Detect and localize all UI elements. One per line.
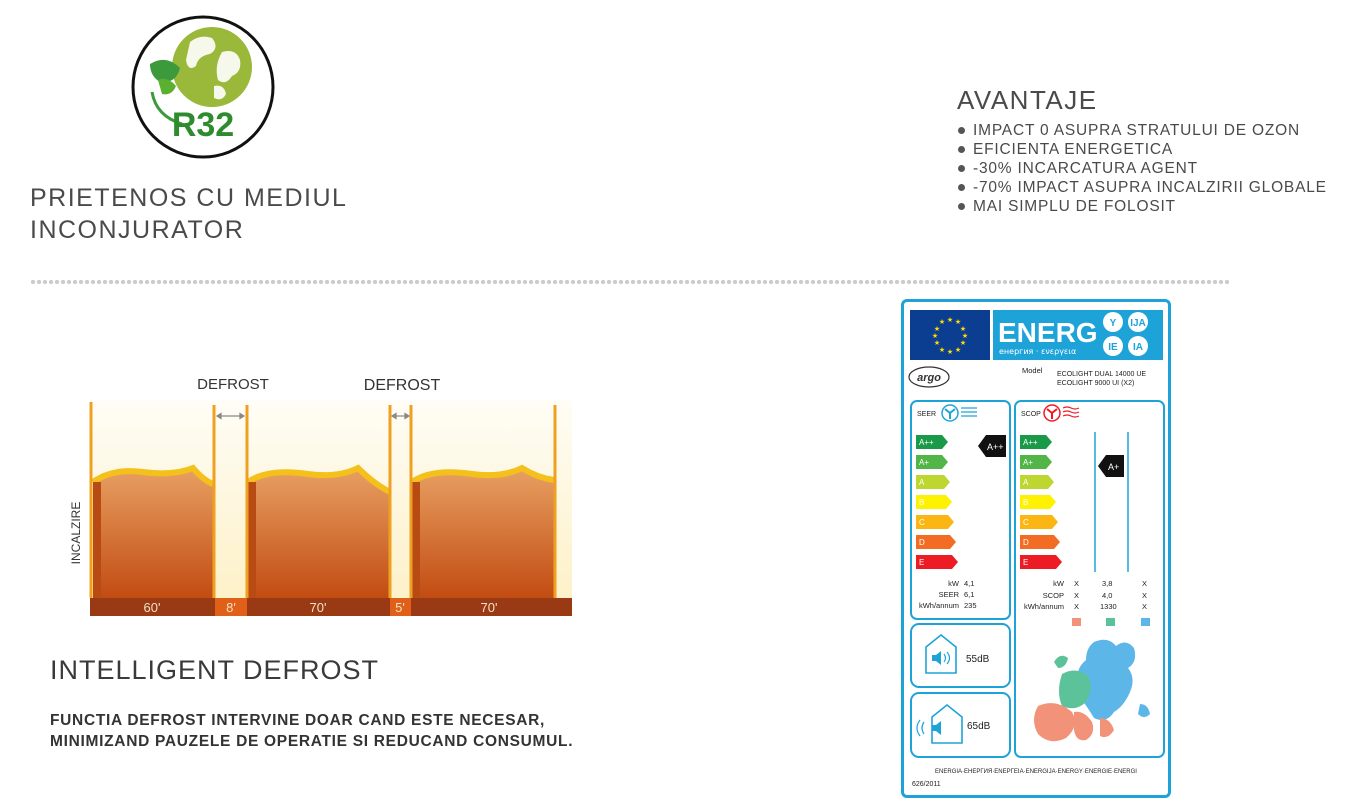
defrost-title: INTELLIGENT DEFROST — [50, 655, 380, 685]
scop-value: X — [1074, 602, 1080, 611]
seer-rating: A++ — [987, 442, 1004, 452]
energy-label — [901, 299, 1171, 798]
seer-value: 235 — [964, 601, 977, 610]
scop-value: 3,8 — [1102, 579, 1113, 588]
r32-text: R32 — [171, 106, 235, 144]
svg-text:★: ★ — [933, 339, 941, 347]
eco-line-2: INCONJURATOR — [30, 216, 245, 244]
segment-label: 5' — [395, 600, 405, 615]
seer-key: SEER — [938, 590, 959, 599]
advantage-item: MAI SIMPLU DE FOLOSIT — [957, 197, 1327, 216]
segment-label: 60' — [143, 600, 161, 615]
class-label: A — [1023, 478, 1029, 487]
y-axis-label: INCALZIRE — [69, 501, 83, 565]
class-label: C — [1023, 518, 1029, 527]
seer-title: SEER — [917, 411, 937, 418]
energy-label-graphic — [904, 302, 1168, 795]
svg-text:★: ★ — [938, 318, 946, 326]
climate-zone-swatch — [1072, 618, 1081, 626]
seer-key: kWh/annum — [918, 601, 959, 610]
seer-class-scale — [916, 435, 958, 569]
seer-panel — [911, 401, 1010, 619]
svg-text:★: ★ — [959, 339, 967, 347]
advantage-item: EFICIENTA ENERGETICA — [957, 140, 1327, 159]
outdoor-unit-noise-icon — [917, 705, 962, 743]
class-label: D — [919, 538, 925, 547]
r32-logo — [130, 12, 276, 162]
lang-badge: Y — [1109, 318, 1117, 329]
heating-block — [248, 468, 390, 598]
seer-key: kW — [948, 579, 959, 588]
scop-value: X — [1142, 579, 1148, 588]
scop-value: 4,0 — [1102, 591, 1113, 600]
scop-key: SCOP — [1042, 591, 1064, 600]
scop-key: kW — [1053, 579, 1064, 588]
class-label: A++ — [1023, 438, 1038, 447]
advantage-item: -70% IMPACT ASUPRA INCALZIRII GLOBALE — [957, 178, 1327, 197]
energy-label-footer: ENERGIA·ЕНЕРГИЯ·ΕΝΕΡΓΕΙΑ·ENERGIJA·ENERGY·ENERGIE·ENERGI — [935, 769, 1137, 775]
svg-text:★: ★ — [946, 316, 954, 324]
class-label: E — [919, 558, 925, 567]
model-name: ECOLIGHT DUAL 14000 UE — [1057, 371, 1147, 378]
segment-label: 70' — [309, 600, 327, 615]
lang-badge: IA — [1133, 342, 1143, 353]
advantages-title: AVANTAJE — [957, 85, 1098, 115]
scop-value: X — [1074, 591, 1080, 600]
defrost-label: DEFROST — [197, 376, 269, 393]
outdoor-noise-panel — [911, 693, 1010, 757]
defrost-desc-line: MINIMIZAND PAUZELE DE OPERATIE SI REDUCAND CONSUMUL. — [50, 733, 574, 750]
climate-zone-swatch — [1106, 618, 1115, 626]
svg-text:★: ★ — [946, 348, 954, 356]
class-label: D — [1023, 538, 1029, 547]
segment-label: 8' — [226, 600, 236, 615]
scop-value: 1330 — [1100, 602, 1117, 611]
advantage-item: IMPACT 0 ASUPRA STRATULUI DE OZON — [957, 121, 1327, 140]
lang-badge: IE — [1108, 342, 1118, 353]
class-label: A+ — [919, 458, 930, 467]
lang-badge: IJA — [1130, 318, 1146, 329]
defrost-chart — [60, 360, 590, 625]
scop-value: X — [1074, 579, 1080, 588]
climate-zone-swatch — [1141, 618, 1150, 626]
svg-text:★: ★ — [938, 346, 946, 354]
model-label: Model — [1022, 366, 1043, 375]
defrost-description — [50, 710, 573, 752]
class-label: B — [919, 498, 925, 507]
defrost-label: DEFROST — [363, 377, 441, 394]
svg-text:★: ★ — [931, 332, 939, 340]
model-name: ECOLIGHT 9000 UI (X2) — [1057, 380, 1135, 387]
fan-cool-icon — [942, 405, 977, 421]
fan-heat-icon — [1044, 405, 1079, 421]
svg-text:★: ★ — [959, 325, 967, 333]
heating-block — [93, 468, 213, 598]
brand-text: argo — [917, 372, 941, 384]
segment-label: 70' — [480, 600, 498, 615]
defrost-desc-line: FUNCTIA DEFROST INTERVINE DOAR CAND ESTE NECESAR, — [50, 712, 546, 729]
eco-friendly-title — [30, 182, 347, 246]
advantage-item: -30% INCARCATURA AGENT — [957, 159, 1327, 178]
scop-key: kWh/annum — [1023, 602, 1064, 611]
class-label: C — [919, 518, 925, 527]
scop-value: X — [1142, 591, 1148, 600]
scop-value: X — [1142, 602, 1148, 611]
energ-text: ENERG — [998, 317, 1098, 348]
class-label: E — [1023, 558, 1029, 567]
advantages-list — [957, 121, 1327, 216]
svg-text:★: ★ — [954, 346, 962, 354]
class-label: A — [919, 478, 925, 487]
scop-class-scale — [1020, 435, 1062, 569]
class-label: A+ — [1023, 458, 1034, 467]
svg-text:★: ★ — [933, 325, 941, 333]
svg-text:★: ★ — [954, 318, 962, 326]
indoor-noise-value: 55dB — [966, 654, 990, 665]
indoor-unit-noise-icon — [926, 635, 956, 673]
heating-block — [412, 468, 554, 598]
seer-value: 6,1 — [964, 590, 975, 599]
regulation-number: 626/2011 — [912, 781, 941, 788]
svg-text:★: ★ — [961, 332, 969, 340]
seer-value: 4,1 — [964, 579, 975, 588]
dotted-divider — [30, 279, 1230, 285]
class-label: A++ — [919, 438, 934, 447]
europe-climate-map — [1034, 640, 1150, 741]
energ-subtitle: енергия · ενεργεια — [999, 347, 1077, 356]
outdoor-noise-value: 65dB — [967, 721, 991, 732]
class-label: B — [1023, 498, 1029, 507]
scop-title: SCOP — [1021, 411, 1041, 418]
scop-rating: A+ — [1108, 462, 1120, 472]
eco-line-1: PRIETENOS CU MEDIUL — [30, 184, 348, 212]
